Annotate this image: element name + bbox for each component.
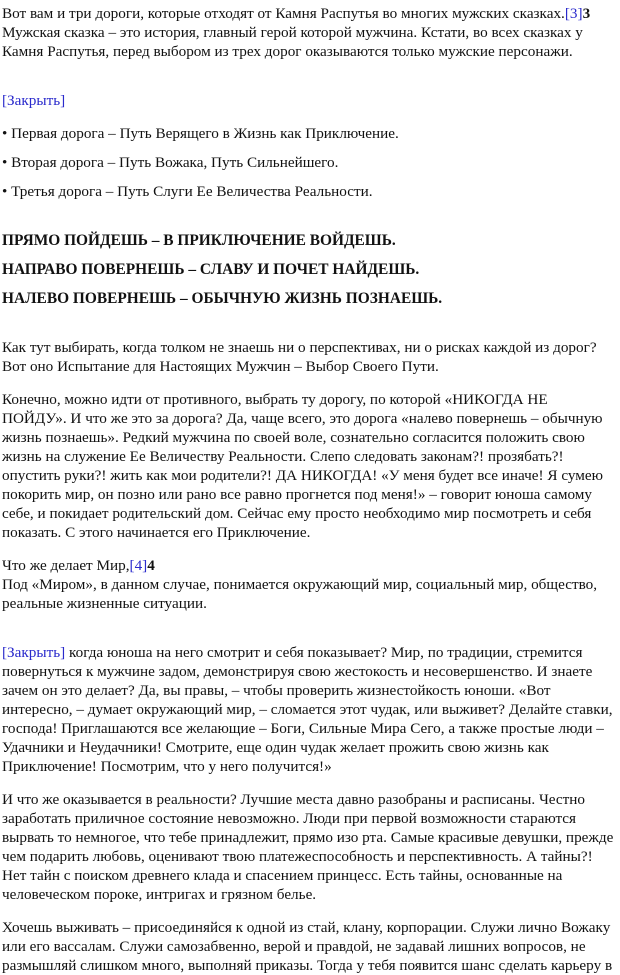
footnote-4-link[interactable]: [4]: [129, 557, 148, 574]
road-bullet-2: • Вторая дорога – Путь Вожака, Путь Сильнейшего.: [2, 154, 339, 171]
footnote-3-marker: 3: [582, 5, 591, 22]
world-paragraph-text: когда юноша на него смотрит и себя показывает? Мир, по традиции, стремится повернуться к мужчине задом, демонстрируя свою жестокость и несовершенство. И знаете зачем он это делает? Да, вы правы, – чтобы проверить жизнестойкость юноши. «Вот интересно, – думает окружающий мир, – сломается этот чудак, или выживет? Делайте ставки, господа! Приглашаются все желающие – Боги, Сильные Мира Сего, а также простые люди – Удачники и Неудачники! Смотрите, еще один чудак желает прожить свою жизнь как Приключение! Посмотрим, что у него получится!»: [2, 644, 613, 775]
survival-paragraph: Хочешь выживать – присоединяйся к одной из стай, клану, корпорации. Служи лично Вожаку или его вассалам. Служи самозабвенно, верой и правдой, не задавай лишних вопросов, не размышляй слишком много, выполняй приказы. Тогда у тебя появится шанс сделать карьеру в: [2, 919, 613, 974]
choice-paragraph: Как тут выбирать, когда толком не знаешь ни о перспективах, ни о рисках каждой из дорог? Вот оно Испытание для Настоящих Мужчин – Выбор Своего Пути.: [2, 339, 597, 375]
close-footnote-3-link[interactable]: [Закрыть]: [2, 92, 66, 109]
footnote-4-marker: 4: [147, 557, 155, 574]
intro-text: Вот вам и три дороги, которые отходят от Камня Распутья во многих мужских сказках.: [2, 5, 565, 22]
footnote-4-text: Под «Миром», в данном случае, понимается окружающий мир, социальный мир, общество, реальные жизненные ситуации.: [2, 576, 598, 612]
road-bullet-1: • Первая дорога – Путь Верящего в Жизнь как Приключение.: [2, 125, 399, 142]
world-question-paragraph: [2, 556, 616, 575]
world-paragraph: [2, 643, 616, 776]
close-footnote-4-link[interactable]: [Закрыть]: [2, 644, 66, 661]
footnote-3-link[interactable]: [3]: [564, 5, 583, 22]
reality-paragraph: И что же оказывается в реальности? Лучшие места давно разобраны и расписаны. Честно заработать приличное состояние невозможно. Люди при первой возможности стараются вырвать то немногое, что тебе принадлежит, прямо изо рта. Самые красивые девушки, прежде чем подарить любовь, оценивают твою платежеспособность и перспективность. А тайны?! Нет тайн с поиском древнего клада и спасением принцесс. Есть тайны, основанные на человеческом пороке, интригах и грязном белье.: [2, 791, 614, 903]
contrary-paragraph: Конечно, можно идти от противного, выбрать ту дорогу, по которой «НИКОГДА НЕ ПОЙДУ». И что же это за дорога? Да, чаще всего, это дорога «налево повернешь – обычную жизнь познаешь». Редкий мужчина по своей воле, сознательно согласится положить свою жизнь на служение Ее Величеству Реальности. Слепо следовать законам?! прозябать?! опустить руки?! жить как мои родители?! ДА НИКОГДА! «У меня будет все иначе! Я сумею покорить мир, он позно или рано все равно прогнется под меня!» – говорит юноша самому себе, и покидает родительский дом. Сейчас ему просто необходимо мир посмотреть и себя показать. С этого начинается его Приключение.: [2, 391, 603, 541]
document-page: [2, 4, 616, 975]
world-question-text: Что же делает Мир,: [2, 557, 130, 574]
heading-left: НАЛЕВО ПОВЕРНЕШЬ – ОБЫЧНУЮ ЖИЗНЬ ПОЗНАЕШЬ.: [2, 290, 443, 307]
heading-straight: ПРЯМО ПОЙДЕШЬ – В ПРИКЛЮЧЕНИЕ ВОЙДЕШЬ.: [2, 232, 396, 249]
heading-right: НАПРАВО ПОВЕРНЕШЬ – СЛАВУ И ПОЧЕТ НАЙДЕШЬ.: [2, 261, 420, 278]
footnote-3-text: Мужская сказка – это история, главный герой которой мужчина. Кстати, во всех сказках у Камня Распутья, перед выбором из трех дорог оказываются только мужские персонажи.: [2, 24, 583, 60]
road-bullet-3: • Третья дорога – Путь Слуги Ее Величества Реальности.: [2, 183, 373, 200]
intro-paragraph: [2, 4, 616, 23]
